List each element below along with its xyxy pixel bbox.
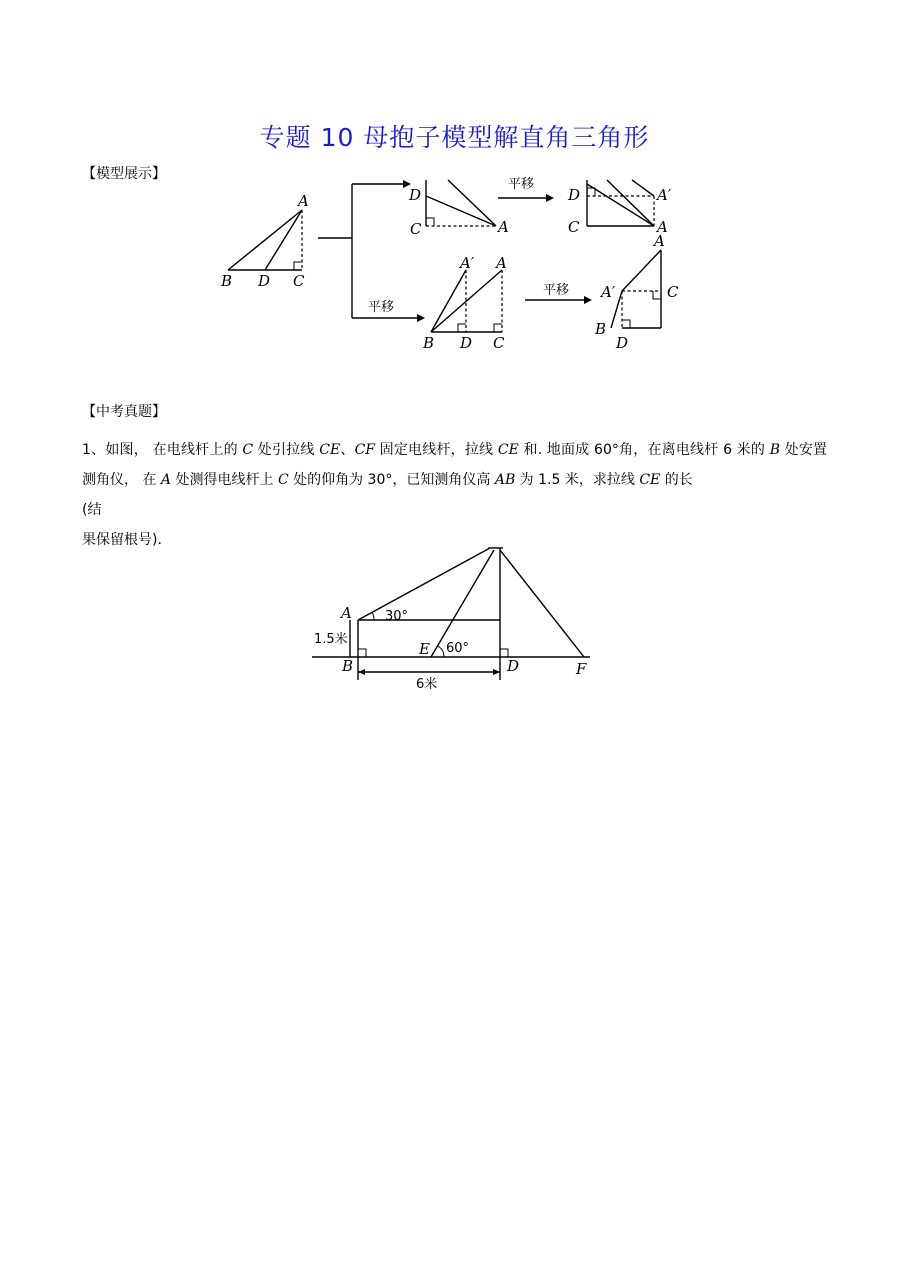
label-angle-30: 30° (385, 609, 409, 624)
label-A-prime: A′ (460, 254, 475, 272)
label-translate: 平移 (368, 300, 395, 315)
label-E: E (419, 640, 430, 658)
label-C: C (568, 218, 580, 236)
label-D: D (258, 272, 271, 290)
label-angle-60: 60° (446, 641, 470, 656)
problem-1: 1、如图， 在电线杆上的 C 处引拉线 CE、CF 固定电线杆，拉线 CE 和. 地面成 60°角，在离电线杆 6 米的 B 处安置测角仪， 在 A 处测得电线杆上 C 处的仰角为 30°，已知测角仪高 AB 为 1.5 米，求拉线 CE 的长 (结 果保留根号)． (82, 442, 828, 548)
label-A: A (654, 232, 665, 250)
label-translate: 平移 (508, 177, 535, 192)
label-D: D (568, 186, 581, 204)
label-A: A (498, 218, 509, 236)
label-translate: 平移 (543, 283, 570, 298)
label-C: C (667, 283, 679, 301)
label-D: D (507, 657, 520, 675)
label-B: B (423, 334, 435, 352)
section-heading-exam: 【中考真题】 (82, 404, 166, 420)
label-C: C (293, 272, 305, 290)
label-B: B (595, 320, 607, 338)
label-A: A (341, 604, 352, 622)
label-D: D (460, 334, 473, 352)
label-height: 1.5米 (314, 632, 348, 647)
exam-labels (314, 604, 587, 692)
label-C: C (410, 220, 422, 238)
label-distance: 6米 (416, 677, 438, 692)
label-A: A (298, 192, 309, 210)
label-A-prime: A′ (657, 186, 672, 204)
label-A: A (496, 254, 507, 272)
page-title: 专题 10 母抱子模型解直角三角形 (259, 123, 650, 152)
label-B: B (221, 272, 233, 290)
label-D: D (409, 186, 422, 204)
label-D: D (616, 334, 629, 352)
label-F: F (576, 660, 587, 678)
label-A-prime: A′ (601, 283, 616, 301)
section-heading-model: 【模型展示】 (82, 166, 166, 182)
label-B: B (342, 657, 354, 675)
label-C: C (493, 334, 505, 352)
label-A: A (657, 218, 668, 236)
